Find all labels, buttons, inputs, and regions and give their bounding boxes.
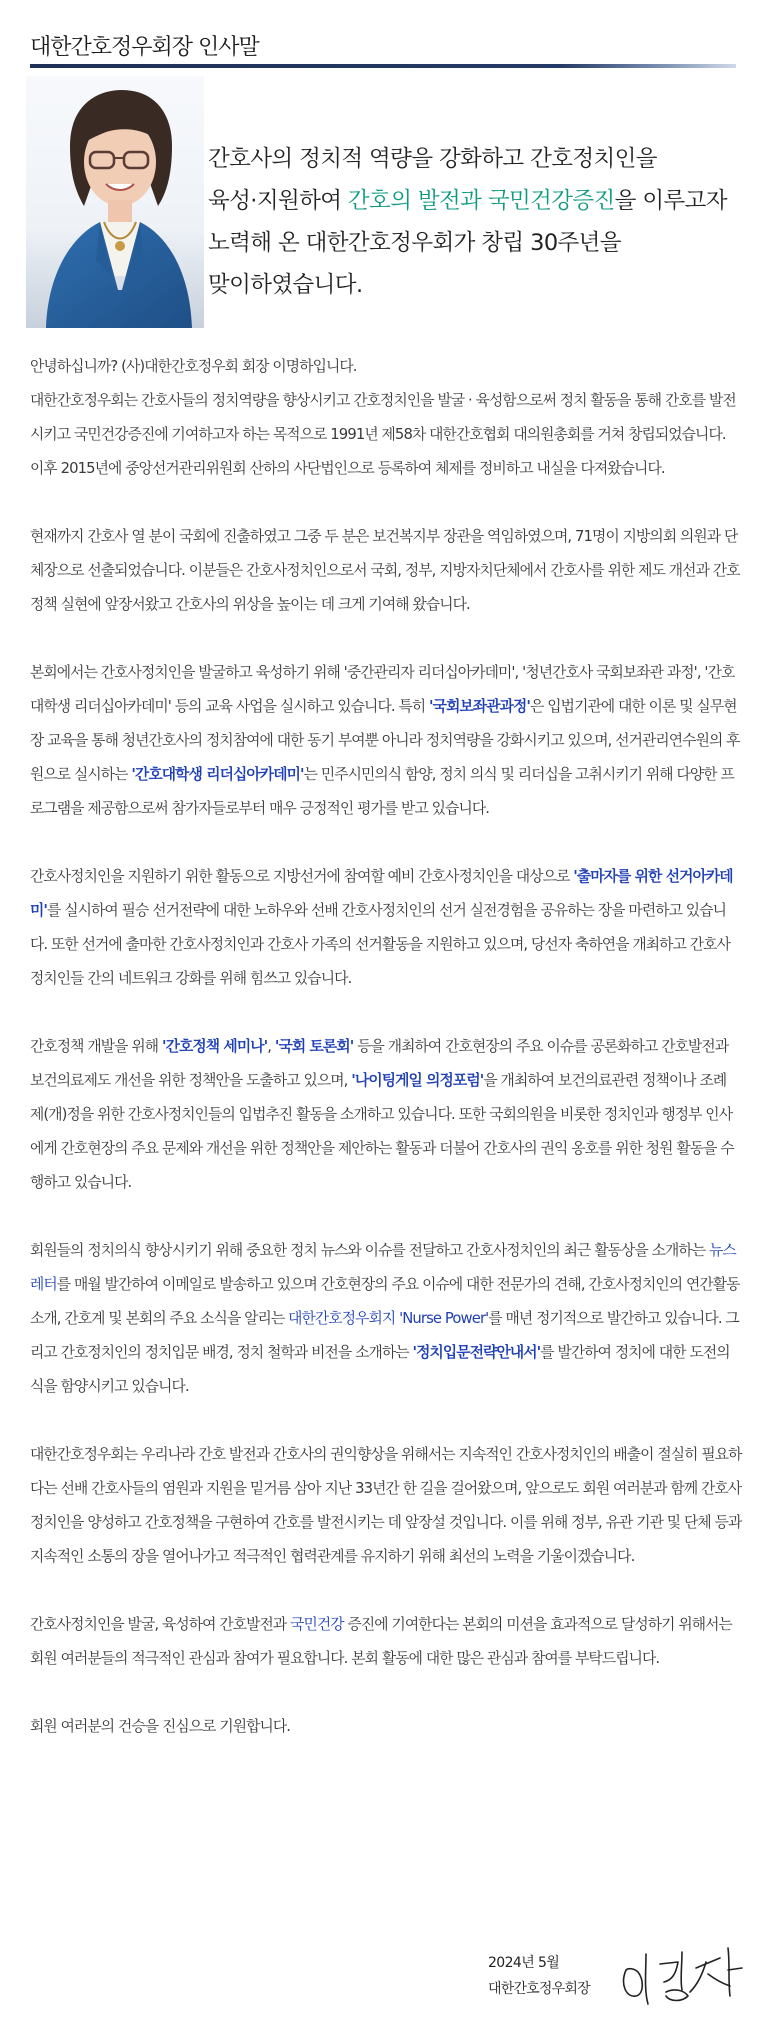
paragraph-3 [30, 656, 742, 826]
signature-date: 2024년 5월 [488, 1955, 560, 1971]
greeting-body [30, 350, 742, 1744]
p6-highlight-3: '정치입문전략안내서' [412, 1344, 541, 1361]
p5-separator: , [267, 1038, 275, 1055]
intro-statement [208, 138, 748, 306]
p4-text-a: 간호사정치인을 지원하기 위한 활동으로 지방선거에 참여할 예비 간호사정치인을 대상으로 [30, 868, 574, 885]
handwritten-signature-icon [618, 1940, 746, 2010]
paragraph-1-greeting: 안녕하십니까? (사)대한간호정우회 회장 이명하입니다. [30, 358, 357, 375]
p8-highlight-1: 국민건강 [290, 1616, 344, 1633]
p3-highlight-1: '국회보좌관과정' [429, 698, 531, 715]
intro-line-2-start: 육성·지원하여 [208, 188, 348, 214]
p3-text-c: 는 민주시민의식 함양, 정치 의식 및 리더십을 고취시키기 위해 다양한 프로그램을 제공함으로써 참가자들로부터 매우 긍정적인 평가를 받고 있습니다. [30, 766, 734, 817]
paragraph-1-history: 대한간호정우회는 간호사들의 정치역량을 향상시키고 간호정치인을 발굴 · 육성함으로써 정치 활동을 통해 간호를 발전시키고 국민건강증진에 기여하고자 하는 목적으로 1991년 제58차 대한간호협회 대의원총회를 거쳐 창립되었습니다. 이후 2015년에 중앙선거관리위원회 산하의 사단법인으로 등록하여 체제를 정비하고 내실을 다져왔습니다. [30, 392, 736, 477]
p3-text-a: 본회에서는 간호사정치인을 발굴하고 육성하기 위해 '중간관리자 리더십아카데미', '청년간호사 국회보좌관 과정', '간호대학생 리더십아카데미' 등의 교육 사업을 실시하고 있습니다. 특히 [30, 664, 735, 715]
p5-highlight-1: '간호정책 세미나' [161, 1038, 268, 1055]
p3-text-b: 은 입법기관에 대한 이론 및 실무현장 교육을 통해 청년간호사의 정치참여에 대한 동기 부여뿐 아니라 정치역량을 강화시키고 있으며, 선거관리연수원의 후원으로 실시하는 [30, 698, 740, 783]
p5-text-c: 을 개최하여 보건의료관련 정책이나 조례 제(개)정을 위한 간호사정치인들의 입법추진 활동을 소개하고 있습니다. 또한 국회의원을 비롯한 정치인과 행정부 인사에게 간호현장의 주요 문제와 개선을 위한 정책안을 제안하는 활동과 더불어 간호사의 권익 옹호를 위한 청원 활동을 수행하고 있습니다. [30, 1072, 734, 1191]
p4-highlight-1: '출마자를 위한 선거아카데미' [30, 868, 733, 919]
p6-text-d: 를 발간하여 정치에 대한 도전의식을 함양시키고 있습니다. [30, 1344, 730, 1395]
intro-line-2 [208, 180, 748, 222]
p3-highlight-2: '간호대학생 리더십아카데미' [131, 766, 304, 783]
p6-highlight-1: 뉴스레터 [30, 1242, 736, 1293]
paragraph-7: 대한간호정우회는 우리나라 간호 발전과 간호사의 권익향상을 위해서는 지속적인 간호사정치인의 배출이 절실히 필요하다는 선배 간호사들의 염원과 지원을 밑거름 삼아 지난 33년간 한 길을 걸어왔으며, 앞으로도 회원 여러분과 함께 간호사정치인을 양성하고 간호정책을 구현하여 간호를 발전시키는 데 앞장설 것입니다. 이를 위해 정부, 유관 기관 및 단체 등과 지속적인 소통의 장을 열어나가고 적극적인 협력관계를 유지하기 위해 최선의 노력을 기울이겠습니다. [30, 1446, 742, 1565]
p5-highlight-3: '나이팅게일 의정포럼' [351, 1072, 484, 1089]
p5-text-b: 등을 개최하여 간호현장의 주요 이슈를 공론화하고 간호발전과 보건의료제도 개선을 위한 정책안을 도출하고 있으며, [30, 1038, 729, 1089]
p5-text-a: 간호정책 개발을 위해 [30, 1038, 162, 1055]
page-title: 대한간호정우회장 인사말 [30, 35, 259, 60]
intro-line-4: 맞이하였습니다. [208, 272, 363, 298]
paragraph-5 [30, 1030, 742, 1200]
president-portrait [26, 76, 204, 328]
paragraph-4 [30, 860, 742, 996]
intro-highlight: 간호의 발전과 국민건강증진 [347, 188, 615, 214]
p6-highlight-2: 대한간호정우회지 'Nurse Power' [288, 1310, 489, 1327]
intro-line-2-end: 을 이루고자 [614, 188, 727, 214]
paragraph-6 [30, 1234, 742, 1404]
signature-block [488, 1940, 748, 2020]
p6-text-a: 회원들의 정치의식 향상시키기 위해 중요한 정치 뉴스와 이슈를 전달하고 간호사정치인의 최근 활동상을 소개하는 [30, 1242, 709, 1259]
p6-text-b: 를 매월 발간하여 이메일로 발송하고 있으며 간호현장의 주요 이슈에 대한 전문가의 견해, 간호사정치인의 연간활동 소개, 간호계 및 본회의 주요 소식을 알리는 [30, 1276, 740, 1327]
p8-text-a: 간호사정치인을 발굴, 육성하여 간호발전과 [30, 1616, 291, 1633]
paragraph-9-closing: 회원 여러분의 건승을 진심으로 기원합니다. [30, 1718, 291, 1735]
intro-line-1: 간호사의 정치적 역량을 강화하고 간호정치인을 [208, 146, 657, 172]
title-underline [30, 64, 736, 68]
paragraph-8 [30, 1608, 742, 1676]
p6-text-c: 를 매년 정기적으로 발간하고 있습니다. 그리고 간호정치인의 정치입문 배경, 정치 철학과 비전을 소개하는 [30, 1310, 739, 1361]
portrait-illustration [26, 76, 204, 328]
intro-line-3: 노력해 온 대한간호정우회가 창립 30주년을 [208, 230, 621, 256]
p5-highlight-2: '국회 토론회' [274, 1038, 354, 1055]
p4-text-b: 를 실시하여 필승 선거전략에 대한 노하우와 선배 간호사정치인의 선거 실전경험을 공유하는 장을 마련하고 있습니다. 또한 선거에 출마한 간호사정치인과 간호사 가족의 선거활동을 지원하고 있으며, 당선자 축하연을 개최하고 간호사정치인들 간의 네트워크 강화를 위해 힘쓰고 있습니다. [30, 902, 730, 987]
signature-organization: 대한간호정우회장 [488, 1981, 590, 1997]
p8-text-b: 증진에 기여한다는 본회의 미션을 효과적으로 달성하기 위해서는 회원 여러분들의 적극적인 관심과 참여가 필요합니다. 본회 활동에 대한 많은 관심과 참여를 부탁드립니다. [30, 1616, 732, 1667]
paragraph-2: 현재까지 간호사 열 분이 국회에 진출하였고 그중 두 분은 보건복지부 장관을 역임하였으며, 71명이 지방의회 의원과 단체장으로 선출되었습니다. 이분들은 간호사정치인으로서 국회, 정부, 지방자치단체에서 간호사를 위한 제도 개선과 간호정책 실현에 앞장서왔고 간호사의 위상을 높이는 데 크게 기여해 왔습니다. [30, 528, 740, 613]
